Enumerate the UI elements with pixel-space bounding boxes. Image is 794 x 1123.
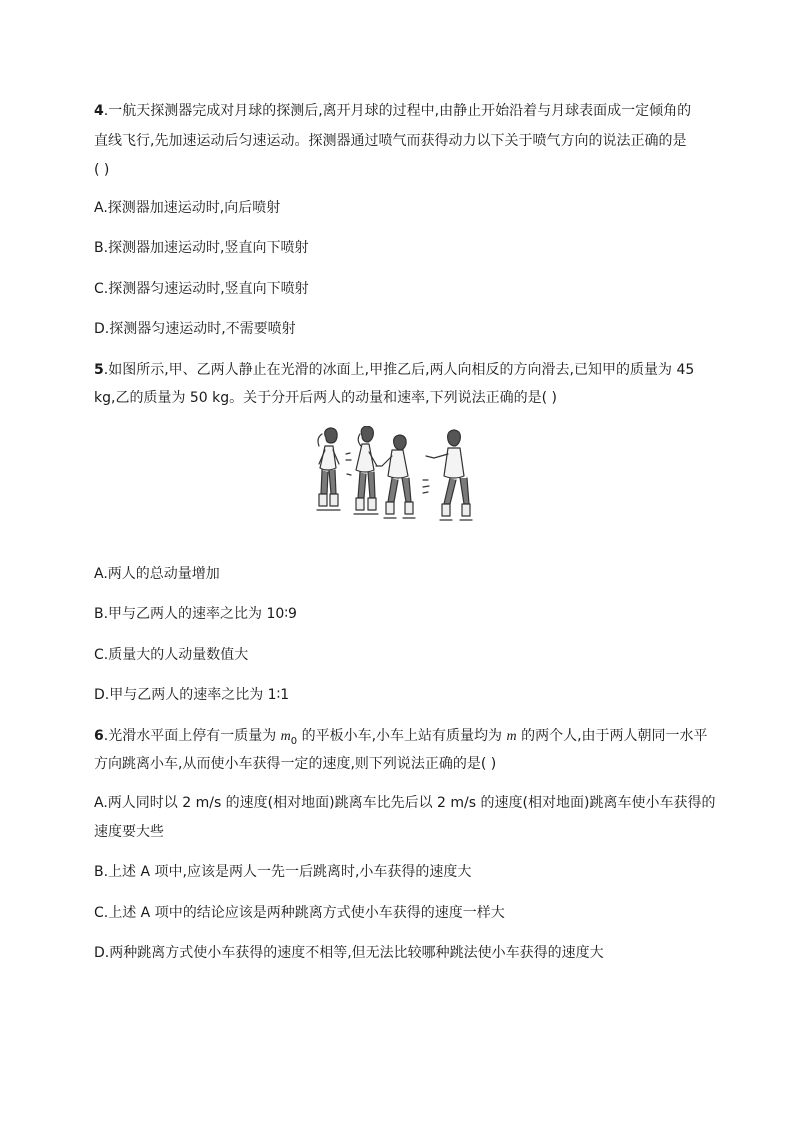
q4-number: 4 xyxy=(94,103,104,119)
q5-option-d: D.甲与乙两人的速率之比为 1∶1 xyxy=(94,687,290,703)
q5-number: 5 xyxy=(94,362,104,378)
q6-option-b: B.上述 A 项中,应该是两人一先一后跳离时,小车获得的速度大 xyxy=(94,864,472,880)
q5-option-c: C.质量大的人动量数值大 xyxy=(94,647,249,663)
q4-answer-blank: ( ) xyxy=(94,162,110,178)
q6-stem-text-1a: .光滑水平面上停有一质量为 xyxy=(103,728,281,744)
q5-option-b: B.甲与乙两人的速率之比为 10∶9 xyxy=(94,606,297,622)
q6-option-a-line-1: A.两人同时以 2 m/s 的速度(相对地面)跳离车比先后以 2 m/s 的速度(相对地面)跳离车使小车获得的 xyxy=(94,795,716,811)
q4-option-d: D.探测器匀速运动时,不需要喷射 xyxy=(94,321,296,337)
q5-stem-line-1 xyxy=(94,360,714,380)
q6-number: 6 xyxy=(94,728,104,744)
q6-stem-line-2: 方向跳离小车,从而使小车获得一定的速度,则下列说法正确的是( ) xyxy=(94,756,497,772)
q6-stem-text-1c: 的两个人,由于两人朝同一水平 xyxy=(516,728,708,744)
q5-stem-line-2: kg,乙的质量为 50 kg。关于分开后两人的动量和速率,下列说法正确的是( ) xyxy=(94,390,557,406)
q6-stem-line-1 xyxy=(94,726,714,752)
q6-symbol-m: m xyxy=(506,729,517,744)
q4-stem-line-1 xyxy=(94,101,714,121)
q6-option-a-line-2: 速度要大些 xyxy=(94,824,164,840)
q4-stem-text-1: .一航天探测器完成对月球的探测后,离开月球的过程中,由静止开始沿着与月球表面成一定倾角的 xyxy=(103,103,692,119)
q5-stem-text-1: .如图所示,甲、乙两人静止在光滑的冰面上,甲推乙后,两人向相反的方向滑去,已知甲的质量为 45 xyxy=(103,362,695,378)
q6-symbol-m0-subscript: 0 xyxy=(290,735,298,747)
q4-stem-line-2: 直线飞行,先加速运动后匀速运动。探测器通过喷气而获得动力以下关于喷气方向的说法正确的是 xyxy=(94,133,687,149)
q4-option-c: C.探测器匀速运动时,竖直向下喷射 xyxy=(94,281,309,297)
q4-option-b: B.探测器加速运动时,竖直向下喷射 xyxy=(94,240,309,256)
q4-option-a: A.探测器加速运动时,向后喷射 xyxy=(94,200,281,216)
q6-option-d: D.两种跳离方式使小车获得的速度不相等,但无法比较哪种跳法使小车获得的速度大 xyxy=(94,945,604,961)
q5-option-a: A.两人的总动量增加 xyxy=(94,566,220,582)
q6-option-c: C.上述 A 项中的结论应该是两种跳离方式使小车获得的速度一样大 xyxy=(94,905,505,921)
q6-stem-text-1b: 的平板小车,小车上站有质量均为 xyxy=(297,728,507,744)
q6-symbol-m0: m xyxy=(280,729,291,744)
skaters-illustration xyxy=(310,426,486,534)
